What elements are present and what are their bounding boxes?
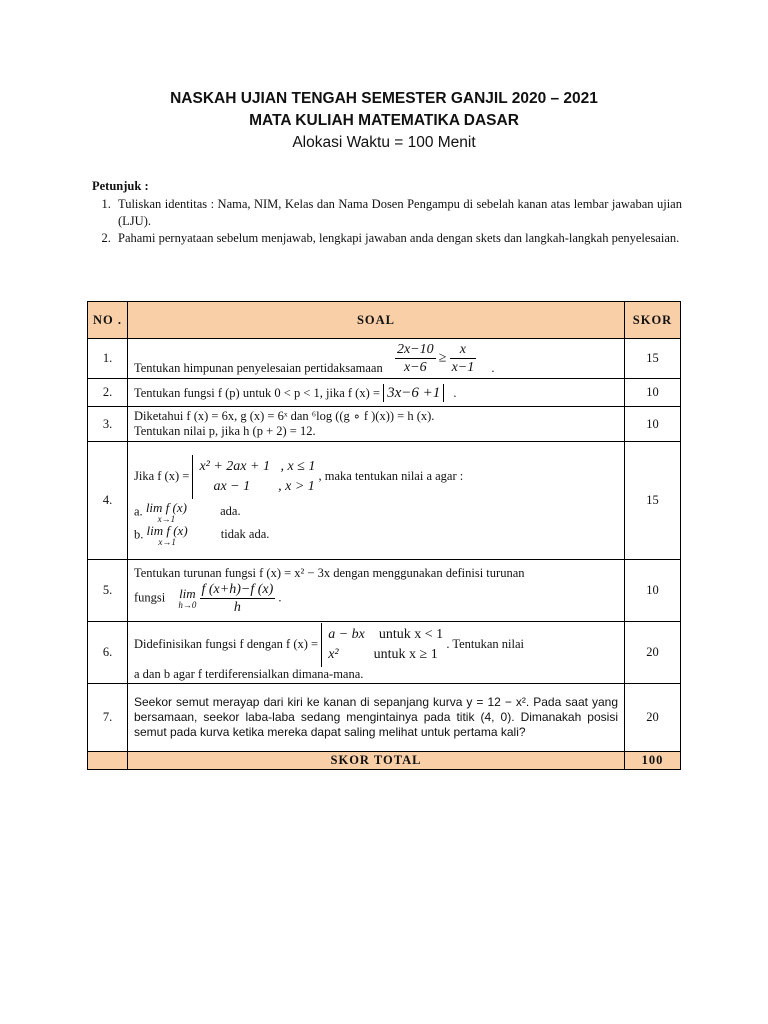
total-label: SKOR TOTAL <box>128 752 625 770</box>
question-4-text: Jika f (x) = <box>134 468 190 483</box>
punctuation: . <box>491 361 495 375</box>
question-4-tail: , maka tentukan nilai a agar : <box>318 468 464 483</box>
question-number: 6. <box>88 622 128 684</box>
question-score: 20 <box>625 684 681 752</box>
piecewise-function: x² + 2ax + 1 , x ≤ 1 ax − 1 , x > 1 <box>192 455 315 499</box>
table-row <box>88 442 681 560</box>
part-b-label: b. <box>134 526 144 541</box>
question-score: 10 <box>625 379 681 407</box>
table-row <box>88 560 681 622</box>
relation-symbol: ≥ <box>438 350 447 366</box>
question-text <box>128 442 625 560</box>
time-allocation: Alokasi Waktu = 100 Menit <box>292 134 476 151</box>
total-value: 100 <box>625 752 681 770</box>
punctuation: . <box>278 589 282 604</box>
question-score: 10 <box>625 560 681 622</box>
exam-table <box>87 301 681 770</box>
question-text <box>128 560 625 622</box>
piecewise-function: a − bx untuk x < 1 x² untuk x ≥ 1 <box>321 623 443 667</box>
question-text <box>128 407 625 442</box>
limit-b: lim f (x) x→1 <box>146 522 188 547</box>
question-number: 3. <box>88 407 128 442</box>
question-score: 15 <box>625 442 681 560</box>
question-number: 1. <box>88 339 128 379</box>
table-row <box>88 339 681 379</box>
instructions-list <box>92 196 682 247</box>
question-6-tail: . Tentukan nilai <box>446 636 525 651</box>
question-text <box>128 339 625 379</box>
question-number: 2. <box>88 379 128 407</box>
header-no: NO . <box>88 302 128 339</box>
instruction-item: 1. Tuliskan identitas : Nama, NIM, Kelas dan Nama Dosen Pengampu di sebelah kanan atas lembar jawaban ujian (LJU). <box>114 196 682 230</box>
question-number: 4. <box>88 442 128 560</box>
table-row <box>88 684 681 752</box>
question-1-text: Tentukan himpunan penyelesaian pertidaksamaan <box>134 361 383 375</box>
question-6-text: Didefinisikan fungsi f dengan f (x) = <box>134 636 319 651</box>
exam-title: NASKAH UJIAN TENGAH SEMESTER GANJIL 2020 – 2021 <box>170 90 598 107</box>
question-6-line2: a dan b agar f terdiferensialkan dimana-mana. <box>134 667 364 681</box>
header-soal: SOAL <box>128 302 625 339</box>
fraction-left: $\frac{2x-10}{x-6}$ <box>396 342 434 375</box>
absolute-value-expression: 3x−6 +1 <box>383 384 444 402</box>
instruction-item: 2. Pahami pernyataan sebelum menjawab, lengkapi jawaban anda dengan skets dan langkah-langkah penyelesaian. <box>114 230 682 247</box>
exam-header <box>0 88 768 154</box>
fraction-right: $\frac{x}{x-1}$ <box>451 342 475 375</box>
course-title: MATA KULIAH MATEMATIKA DASAR <box>249 112 519 129</box>
table-row <box>88 379 681 407</box>
instructions <box>92 178 682 247</box>
question-number: 5. <box>88 560 128 622</box>
question-3-line2: Tentukan nilai p, jika h (p + 2) = 12. <box>134 424 316 438</box>
difference-quotient: $\frac{f (x+h)-f (x)}{h}$ <box>201 581 274 615</box>
part-a-label: a. <box>134 503 143 518</box>
question-text <box>128 622 625 684</box>
question-text: Seekor semut merayap dari kiri ke kanan di sepanjang kurva y = 12 − x². Pada saat yang bersamaan, seekor laba-laba sedang mengintainya pada titik (4, 0). Dimanakah posisi semut pada kurva ketika mereka dapat saling melihat untuk pertama kali? <box>128 684 625 752</box>
question-5-line1: Tentukan turunan fungsi f (x) = x² − 3x dengan menggunakan definisi turunan <box>134 565 525 580</box>
header-skor: SKOR <box>625 302 681 339</box>
part-a-text: ada. <box>220 503 241 518</box>
total-row <box>88 752 681 770</box>
question-2-text: Tentukan fungsi f (p) untuk 0 < p < 1, jika f (x) = <box>134 385 380 400</box>
limit-a: lim f (x) x→1 <box>145 499 187 524</box>
question-score: 10 <box>625 407 681 442</box>
limit-definition: lim h→0 <box>178 585 197 610</box>
table-row <box>88 407 681 442</box>
question-5-line2: fungsi <box>134 589 166 604</box>
question-score: 15 <box>625 339 681 379</box>
table-row <box>88 622 681 684</box>
table-header-row <box>88 302 681 339</box>
question-number: 7. <box>88 684 128 752</box>
question-score: 20 <box>625 622 681 684</box>
question-text <box>128 379 625 407</box>
punctuation: . <box>453 385 457 400</box>
question-3-line1: Diketahui f (x) = 6x, g (x) = 6ˣ dan ⁶log ((g ∘ f )(x)) = h (x). <box>134 409 435 423</box>
total-empty-cell <box>88 752 128 770</box>
instructions-title: Petunjuk : <box>92 179 149 193</box>
part-b-text: tidak ada. <box>220 526 270 541</box>
